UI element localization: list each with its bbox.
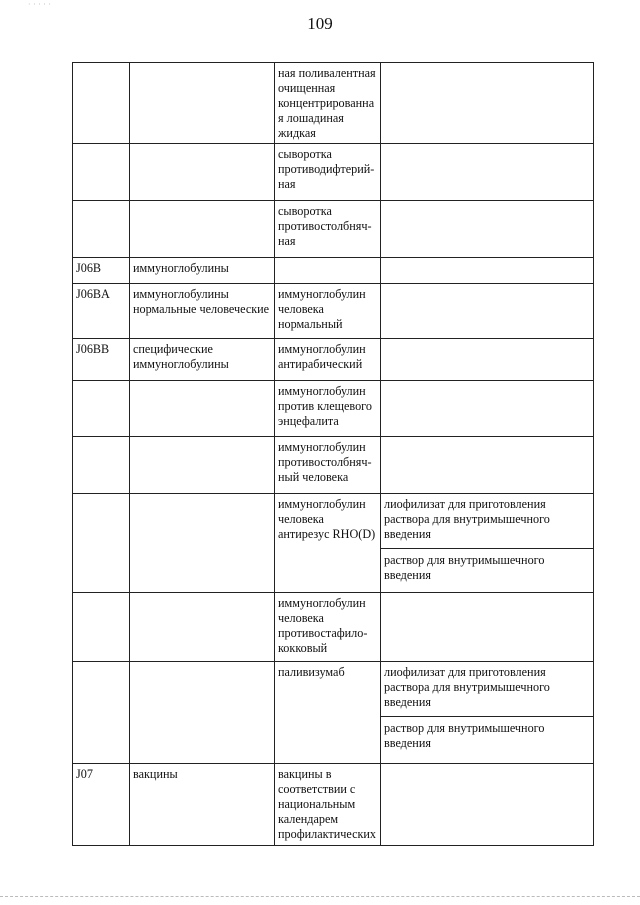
atc-code-cell: J06BA [73,284,130,339]
table-row [73,63,594,144]
scan-mark: · · · · · [28,0,51,9]
dosage-form-cell [381,494,594,593]
drug-name-cell: иммуноглобулин человека антирезус RHO(D) [275,494,381,593]
group-cell [130,437,275,494]
dosage-form: лиофилизат для приготовления раствора для внутримышечного введения [384,665,550,709]
drug-table [72,62,594,846]
table-row [73,494,594,593]
atc-code-cell: J06BB [73,339,130,381]
group-cell: специфические иммуноглобулины [130,339,275,381]
atc-code-cell [73,494,130,593]
group-cell [130,662,275,764]
table-row [73,764,594,846]
group-cell [130,63,275,144]
dosage-form-cell [381,63,594,144]
dosage-form-cell [381,258,594,284]
table-body [73,63,594,846]
dosage-form: раствор для внутримышечного введения [381,716,593,751]
dosage-form-cell [381,284,594,339]
atc-code-cell: J07 [73,764,130,846]
drug-name-cell: иммуноглобулин антирабический [275,339,381,381]
group-cell [130,593,275,662]
dosage-form-cell [381,144,594,201]
drug-name-cell: иммуноглобулин человека противостафило-кокковый [275,593,381,662]
atc-code-cell [73,437,130,494]
dosage-form: раствор для внутримышечного введения [381,548,593,583]
group-cell [130,201,275,258]
table-row [73,662,594,764]
dosage-form-cell [381,339,594,381]
dosage-form-cell [381,593,594,662]
bottom-rule [0,896,640,897]
atc-code-cell: J06B [73,258,130,284]
table-row [73,258,594,284]
drug-name-cell: ная поливалентная очищенная концентрированная лошадиная жидкая [275,63,381,144]
group-cell: иммуноглобулины нормальные человеческие [130,284,275,339]
dosage-form: лиофилизат для приготовления раствора для внутримышечного введения [384,497,550,541]
drug-name-cell: иммуноглобулин противостолбняч-ный человека [275,437,381,494]
group-cell: вакцины [130,764,275,846]
atc-code-cell [73,381,130,437]
drug-name-cell: иммуноглобулин человека нормальный [275,284,381,339]
table-row [73,201,594,258]
atc-code-cell [73,63,130,144]
dosage-form-cell [381,437,594,494]
drug-name-cell: вакцины в соответствии с национальным календарем профилактических [275,764,381,846]
drug-name-cell: сыворотка противостолбняч-ная [275,201,381,258]
drug-name-cell [275,258,381,284]
atc-code-cell [73,144,130,201]
dosage-form-cell [381,764,594,846]
drug-name-cell: сыворотка противодифтерий-ная [275,144,381,201]
atc-code-cell [73,201,130,258]
drug-name-cell: иммуноглобулин против клещевого энцефалита [275,381,381,437]
group-cell [130,494,275,593]
dosage-form-cell [381,381,594,437]
drug-name-cell: паливизумаб [275,662,381,764]
group-cell [130,144,275,201]
dosage-form-cell [381,662,594,764]
table-row [73,284,594,339]
atc-code-cell [73,593,130,662]
group-cell: иммуноглобулины [130,258,275,284]
atc-code-cell [73,662,130,764]
table-row [73,593,594,662]
page-number: 109 [307,14,333,33]
table-row [73,381,594,437]
table-row [73,437,594,494]
table-row [73,339,594,381]
group-cell [130,381,275,437]
table-row [73,144,594,201]
dosage-form-cell [381,201,594,258]
